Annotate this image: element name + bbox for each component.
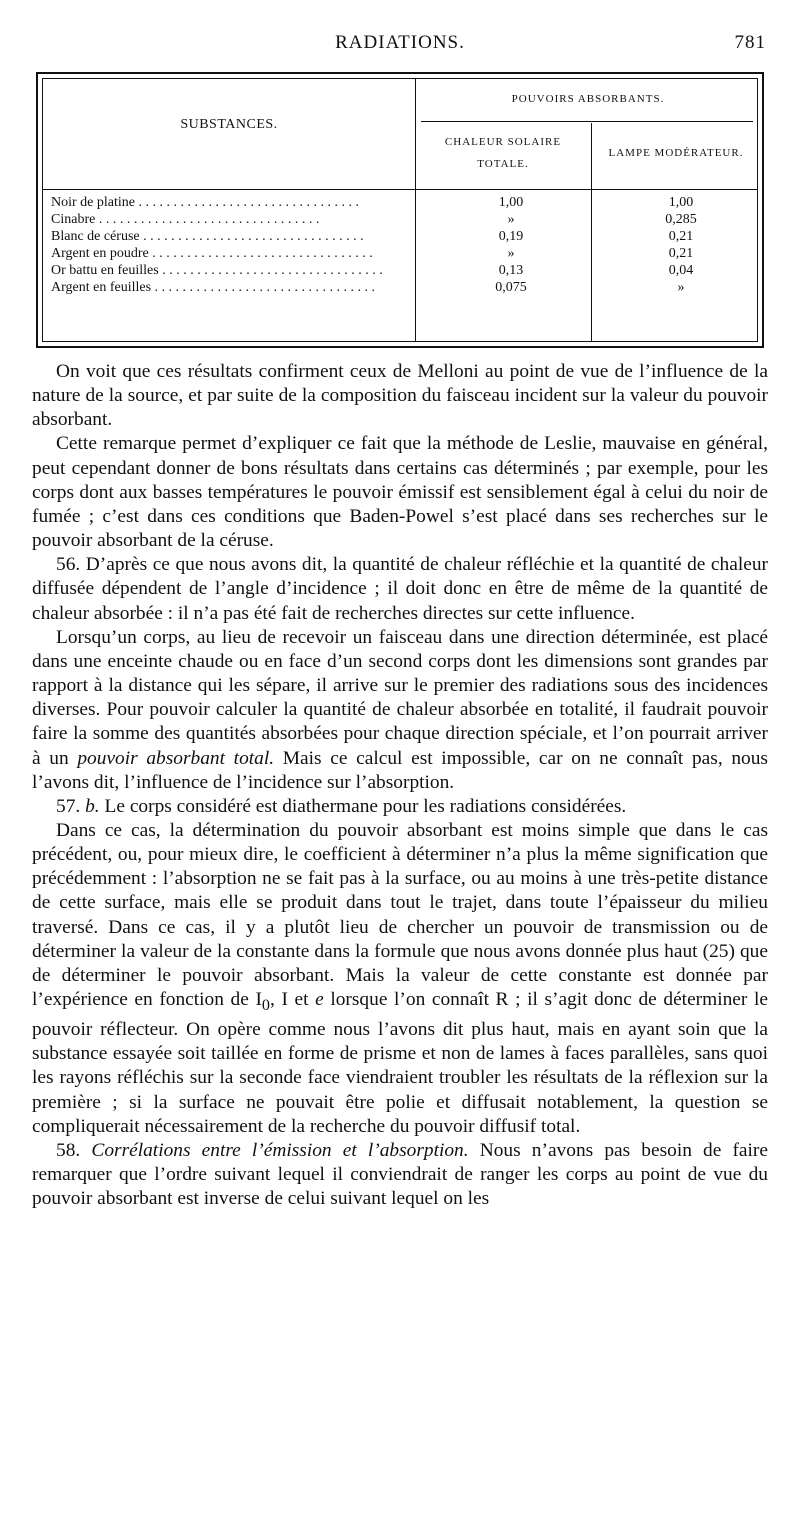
- col-header-substances: SUBSTANCES.: [180, 117, 278, 132]
- running-head: [32, 28, 768, 56]
- paragraph-text: Mais ce calcul est impossible, car on ne connaît pas, nous l’avons dit, l’influence de l’incidence sur l’absorption.: [32, 747, 768, 793]
- solar-value: »: [507, 246, 515, 261]
- paragraph-56: [32, 553, 768, 625]
- lamp-value: 0,285: [665, 212, 697, 227]
- solar-value: »: [507, 212, 515, 227]
- page: [32, 28, 768, 1210]
- table-divider: [415, 79, 416, 341]
- paragraph-text: Nous n’avons pas besoin de faire remarquer que l’ordre suivant lequel il conviendrait de ranger les corps au point de vue du pouvoir absorbant est inverse de celui suivant lequel on les: [32, 1139, 768, 1210]
- solar-value: 0,13: [498, 263, 524, 278]
- section-number: 57.: [56, 795, 81, 817]
- section-title: Corrélations entre l’émission et l’absorption.: [91, 1139, 469, 1161]
- lamp-value: 1,00: [668, 195, 694, 210]
- section-number: 58.: [56, 1139, 81, 1161]
- col-header-solar-line2: TOTALE.: [477, 158, 529, 170]
- col-header-lamp: LAMPE MODÉRATEUR.: [608, 147, 744, 159]
- paragraph-text: Lorsqu’un corps, au lieu de recevoir un faisceau dans une direction déterminée, est placé dans une enceinte chaude ou en face d’un second corps dont les dimensions sont grandes par rapport à la distance qui les sépare, il arrive sur le premier des radiations sous des incidences diverses. Pour pouvoir calculer la quantité de chaleur absorbée en totalité, il faudrait pouvoir faire la somme des quantités absorbées pour chaque direction spéciale, et l’on pourrait arriver à un: [32, 626, 768, 769]
- lamp-value: 0,04: [668, 263, 694, 278]
- emphasis-term: pouvoir absorbant total.: [77, 747, 275, 769]
- page-number: 781: [734, 32, 766, 53]
- body-text: [32, 360, 768, 1211]
- table-row: [43, 280, 757, 295]
- solar-value: 0,19: [498, 229, 524, 244]
- table-divider: [43, 189, 757, 190]
- table-row: [43, 212, 757, 227]
- case-letter: b.: [85, 795, 100, 817]
- section-number: 56.: [56, 554, 81, 576]
- table-divider: [421, 121, 753, 122]
- paragraph-enceinte: [32, 626, 768, 795]
- absorption-table: [36, 72, 764, 348]
- col-header-solar: [415, 131, 591, 175]
- math-symbol: e: [315, 989, 324, 1011]
- table-row: [43, 229, 757, 244]
- solar-value: 0,075: [495, 280, 527, 295]
- solar-value: 1,00: [498, 195, 524, 210]
- substance-name: Argent en feuilles . . .: [51, 280, 411, 296]
- substance-name: Argent en poudre . . .: [51, 246, 411, 262]
- paragraph-leslie: Cette remarque permet d’expliquer ce fait que la méthode de Leslie, mauvaise en général, peut cependant donner de bons résultats dans certains cas déterminés ; par exemple, pour les corps dont aux basses températures le pouvoir émissif est sensiblement égal à celui du noir de fumée ; c’est dans ces conditions que Baden-Powel s’est placé dans ses recherches sur le pouvoir absorbant de la céruse.: [32, 433, 768, 552]
- col-header-group: POUVOIRS ABSORBANTS.: [511, 93, 665, 105]
- paragraph-text: Dans ce cas, la détermination du pouvoir absorbant est moins simple que dans le cas précédent, ou, pour mieux dire, le coefficient à déterminer n’a plus la même signification que précédemment : l’absorption ne se fait pas à la surface, ou au moins à une très-petite distance de cette surface, mais elle se produit dans tout le trajet, dans toute l’épaisseur du milieu traversé. Dans ce cas, il y a plutôt lieu de chercher un pouvoir de transmission ou de déterminer la valeur de la constante dans la formule que nous avons donnée plus haut (25) que de déterminer le pouvoir absorbant. Mais la valeur de cette constante est donnée par l’expérience en fonction de I: [32, 819, 768, 1011]
- lamp-value: 0,21: [668, 229, 694, 244]
- paragraph-57: [32, 795, 768, 819]
- table-frame: [42, 78, 758, 342]
- table-row: [43, 246, 757, 261]
- col-header-solar-line1: CHALEUR SOLAIRE: [444, 136, 562, 148]
- lamp-value: »: [677, 280, 685, 295]
- substance-name: Cinabre . . .: [51, 212, 411, 228]
- paragraph-text: lorsque l’on connaît R ; il s’agit donc de déterminer le pouvoir réflecteur. On opère comme nous l’avons dit plus haut, mais en ayant soin que la substance essayée soit taillée en forme de prisme et non de lames à faces parallèles, sans quoi les rayons réfléchis sur la seconde face viendraient troubler les résultats de la réflexion sur la première ; si la surface ne pouvait être polie et diffusait notablement, la question se compliquerait nécessairement de la recherche du pouvoir diffusif total.: [32, 989, 768, 1137]
- paragraph-diathermane: [32, 819, 768, 1139]
- paragraph-melloni: On voit que ces résultats confirment ceux de Melloni au point de vue de l’influence de la nature de la source, et par suite de la composition du faisceau incident sur la valeur du pouvoir absorbant.: [32, 361, 768, 431]
- paragraph-text: Le corps considéré est diathermane pour les radiations considérées.: [104, 795, 627, 817]
- paragraph-58: [32, 1139, 768, 1211]
- paragraph-text: D’après ce que nous avons dit, la quantité de chaleur réfléchie et la quantité de chaleur diffusée dépendent de l’angle d’incidence ; il doit donc en être de même de la quantité de chaleur absorbée : il n’a pas été fait de recherches directes sur cette influence.: [32, 554, 768, 624]
- running-title: RADIATIONS.: [335, 32, 465, 53]
- substance-name: Blanc de céruse . . .: [51, 229, 411, 245]
- substance-name: Or battu en feuilles . . .: [51, 263, 411, 279]
- table-row: [43, 195, 757, 210]
- lamp-value: 0,21: [668, 246, 694, 261]
- substance-name: Noir de platine . . .: [51, 195, 411, 211]
- table-row: [43, 263, 757, 278]
- paragraph-text: , I et: [270, 989, 309, 1011]
- subscript: 0: [261, 996, 270, 1014]
